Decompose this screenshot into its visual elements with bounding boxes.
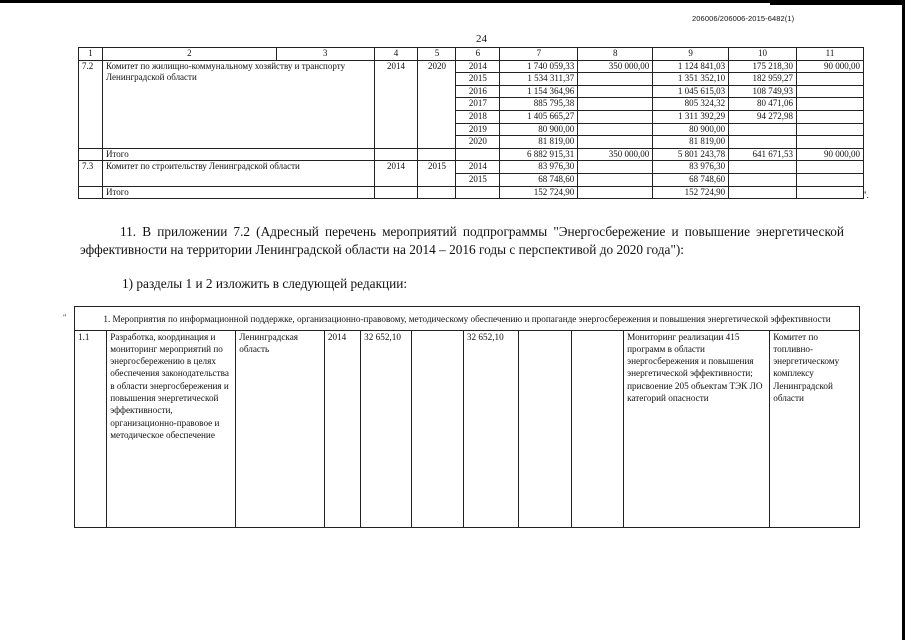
empty-cell	[797, 161, 864, 174]
other-cell	[797, 136, 864, 149]
col-num: 11	[797, 48, 864, 61]
municipal-cell: 108 749,93	[729, 85, 797, 98]
table-row	[79, 161, 864, 174]
regional-cell: 805 324,32	[653, 98, 729, 111]
col-num: 6	[456, 48, 500, 61]
total-cell: 1 740 059,33	[500, 60, 578, 73]
regional-cell: 1 311 392,29	[653, 110, 729, 123]
federal-cell	[578, 110, 653, 123]
other-cell	[797, 73, 864, 86]
year-cell: 2014	[456, 60, 500, 73]
year-cell: 2015	[456, 173, 500, 186]
row-number: 7.3	[79, 161, 103, 186]
regional-cell: 1 351 352,10	[653, 73, 729, 86]
empty-cell	[418, 186, 456, 199]
regional-cell: 80 900,00	[653, 123, 729, 136]
municipal-cell: 80 471,06	[729, 98, 797, 111]
total-cell: 80 900,00	[500, 123, 578, 136]
year-cell: 2020	[456, 136, 500, 149]
organization-name: Комитет по жилищно-коммунальному хозяйству и транспорту Ленинградской области	[102, 60, 374, 148]
empty-cell	[79, 186, 103, 199]
end-year: 2020	[418, 60, 456, 148]
other-cell	[797, 110, 864, 123]
total-cell: 1 405 665,27	[500, 110, 578, 123]
total-cell: 1 534 311,37	[500, 73, 578, 86]
col-num: 10	[729, 48, 797, 61]
regional-cell: 83 976,30	[653, 161, 729, 174]
empty-cell	[578, 161, 653, 174]
municipal-cell: 175 218,30	[729, 60, 797, 73]
start-year: 2014	[374, 60, 418, 148]
col-num: 3	[276, 48, 374, 61]
location: Ленинградская область	[236, 330, 325, 527]
municipal-cell: 641 671,53	[729, 148, 797, 161]
other-cell: 90 000,00	[797, 60, 864, 73]
regional-cell: 81 819,00	[653, 136, 729, 149]
funding-table	[78, 47, 864, 199]
empty-cell	[418, 148, 456, 161]
empty-cell	[374, 186, 418, 199]
year-cell: 2019	[456, 123, 500, 136]
other-cell	[797, 85, 864, 98]
empty-cell	[729, 186, 797, 199]
col-num: 2	[102, 48, 276, 61]
col-num: 9	[653, 48, 729, 61]
empty-cell	[571, 330, 623, 527]
col-num: 8	[578, 48, 653, 61]
regional-cell: 68 748,60	[653, 173, 729, 186]
regional-cell: 152 724,90	[653, 186, 729, 199]
municipal-cell	[729, 123, 797, 136]
federal-cell	[578, 123, 653, 136]
empty-cell	[797, 173, 864, 186]
empty-cell	[456, 148, 500, 161]
total-cell: 32 652,10	[361, 330, 411, 527]
empty-cell	[578, 186, 653, 199]
opening-quote: "	[63, 313, 67, 322]
federal-cell: 350 000,00	[578, 148, 653, 161]
empty-cell	[519, 330, 571, 527]
organization-name: Комитет по строительству Ленинградской области	[102, 161, 374, 186]
scan-border-top-right	[770, 3, 905, 5]
expected-result: Мониторинг реализации 415 программ в области энергосбережения и повышения энергетической эффективности; присвоение 205 объектам ТЭК ЛО категорий опасности	[624, 330, 770, 527]
regional-cell: 1 045 615,03	[653, 85, 729, 98]
total-cell: 6 882 915,31	[500, 148, 578, 161]
federal-cell	[578, 136, 653, 149]
empty-cell	[456, 186, 500, 199]
regional-cell: 5 801 243,78	[653, 148, 729, 161]
empty-cell	[578, 173, 653, 186]
column-number-row	[79, 48, 864, 61]
municipal-cell	[729, 136, 797, 149]
year-cell: 2015	[456, 73, 500, 86]
empty-cell	[411, 330, 463, 527]
section-title: 1. Мероприятия по информационной поддержке, организационно-правовому, методическому обеспечению и пропаганде энергосбережения и повышения энергетической эффективности	[75, 307, 860, 331]
start-year: 2014	[374, 161, 418, 186]
col-num: 1	[79, 48, 103, 61]
itogo-label: Итого	[102, 186, 374, 199]
paragraph-11: 11. В приложении 7.2 (Адресный перечень мероприятий подпрограммы "Энергосбережение и повышение энергетической эффективности на территории Ленинградской области на 2014 – 2016 годы с перспективой до 2020 года"):	[80, 224, 844, 257]
row-number: 7.2	[79, 60, 103, 148]
total-cell: 81 819,00	[500, 136, 578, 149]
total-cell: 68 748,60	[500, 173, 578, 186]
federal-cell	[578, 85, 653, 98]
federal-cell	[578, 73, 653, 86]
col-num: 5	[418, 48, 456, 61]
total-cell: 152 724,90	[500, 186, 578, 199]
page-number: 24	[476, 33, 487, 45]
closing-quote: ".	[863, 190, 869, 200]
col-num: 7	[500, 48, 578, 61]
other-cell	[797, 98, 864, 111]
total-cell: 885 795,38	[500, 98, 578, 111]
itogo-label: Итого	[102, 148, 374, 161]
paragraph-sub-1: 1) разделы 1 и 2 изложить в следующей редакции:	[122, 276, 408, 291]
empty-cell	[729, 161, 797, 174]
empty-cell	[729, 173, 797, 186]
document-id: 206006/206006-2015-6482(1)	[692, 14, 795, 23]
table-row	[75, 330, 860, 527]
empty-cell	[797, 186, 864, 199]
year-cell: 2016	[456, 85, 500, 98]
table-row	[79, 60, 864, 73]
measures-table	[74, 306, 860, 528]
row-number: 1.1	[75, 330, 107, 527]
year-cell: 2014	[456, 161, 500, 174]
total-cell: 1 154 364,96	[500, 85, 578, 98]
year-cell: 2017	[456, 98, 500, 111]
col-num: 4	[374, 48, 418, 61]
municipal-cell: 182 959,27	[729, 73, 797, 86]
total-cell: 83 976,30	[500, 161, 578, 174]
itogo-row	[79, 186, 864, 199]
empty-cell	[374, 148, 418, 161]
municipal-cell: 94 272,98	[729, 110, 797, 123]
end-year: 2015	[418, 161, 456, 186]
regional-cell: 32 652,10	[463, 330, 518, 527]
other-cell: 90 000,00	[797, 148, 864, 161]
year-cell: 2018	[456, 110, 500, 123]
regional-cell: 1 124 841,03	[653, 60, 729, 73]
executor: Комитет по топливно-энергетическому комплексу Ленинградской области	[770, 330, 860, 527]
activity-description: Разработка, координация и мониторинг мероприятий по энергосбережению в целях обеспечения законодательства в области энергосбережения и повышения энергетической эффективности, организационно-правовое и методическое обеспечение	[107, 330, 236, 527]
year-cell: 2014	[324, 330, 360, 527]
itogo-row	[79, 148, 864, 161]
federal-cell	[578, 98, 653, 111]
federal-cell: 350 000,00	[578, 60, 653, 73]
other-cell	[797, 123, 864, 136]
empty-cell	[79, 148, 103, 161]
